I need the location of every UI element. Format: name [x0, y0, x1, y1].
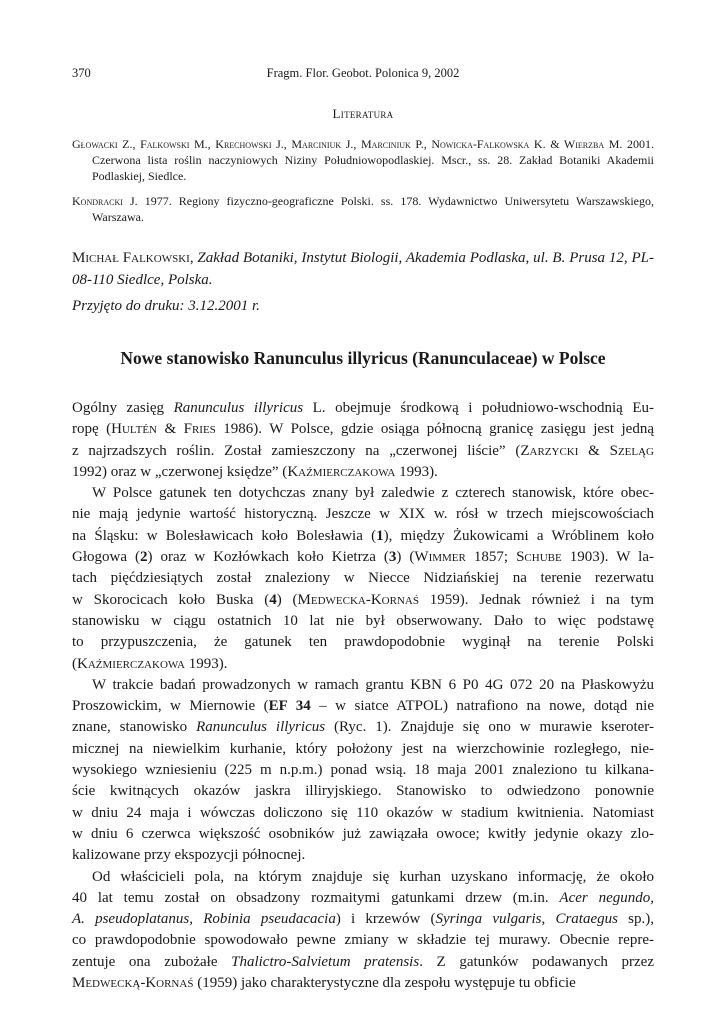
text-line: Głogowa (2) oraz w Kozłówkach koło Kietrza (3) (Wimmer 1857; Schube 1903). W la-	[72, 549, 654, 566]
text-line: w Skorocicach koło Buska (4) (Medwecka-Kornaś 1959). Jednak również i na tym	[72, 591, 654, 608]
text-line: Ogólny zasięg Ranunculus illyricus L. obejmuje środkową i południowo-wschodnią Eu-	[72, 400, 654, 416]
page-number: 370	[72, 66, 91, 80]
text-line: na Śląsku: w Bolesławicach koło Bolesławia (1), między Żukowicami a Wróblinem koło	[72, 527, 654, 544]
text-line: w dniu 24 maja i wówczas doliczono się 110 okazów w stadium kwitnienia. Natomiast	[72, 804, 654, 821]
text-line: Od właścicieli pola, na którym znajduje się kurhan uzyskano informację, że około	[92, 868, 654, 885]
text-line: Proszowickim, w Miernowie (EF 34 – w siatce ATPOL) natrafiono na nowe, dotąd nie	[72, 698, 654, 715]
text-line: w dniu 6 czerwca większość osobników już zawiązała owoce; kwitły jedynie okazy zlo-	[72, 825, 654, 842]
reference-authors: Kondracki J.	[72, 194, 138, 208]
author-name: Michał Falkowski	[72, 250, 190, 266]
reference-item: Kondracki J. 1977. Regiony fizyczno-geograficzne Polski. ss. 178. Wydawnictwo Uniwersytetu Warszawskiego, Warszawa.	[72, 194, 655, 224]
body-paragraph	[72, 398, 654, 483]
text-line: 40 lat temu został on obsadzony rozmaitymi gatunkami drzew (m.in. Acer negundo,	[72, 889, 654, 906]
article-title: Nowe stanowisko Ranunculus illyricus (Ranunculaceae) w Polsce	[120, 348, 606, 368]
text-line: co prawdopodobnie spowodowało pewne zmiany w składzie tej murawy. Obecnie repre-	[72, 932, 654, 949]
body-paragraph	[72, 675, 654, 867]
text-line: z najrzadszych roślin. Został zamieszczony na „czerwonej liście” (Zarzycki & Szeląg	[72, 442, 654, 459]
text-line: kalizowane przy ekspozycji północnej.	[72, 847, 306, 864]
reference-item: Głowacki Z., Falkowski M., Krechowski J., Marciniuk J., Marciniuk P., Nowicka-Falkowska K. & Wierzba M. 2001. Czerwona lista roślin naczyniowych Niziny Południowopodlaskiej. Mscr., ss. 28. Zakład Botaniki Akademii Podlaskiej, Siedlce.	[72, 137, 654, 183]
text-line: znane, stanowisko Ranunculus illyricus (Ryc. 1). Znajduje się ono w murawie kseroter-	[72, 719, 654, 736]
text-line: W Polsce gatunek ten dotychczas znany był zaledwie z czterech stanowisk, które obec-	[92, 485, 654, 502]
running-header	[72, 66, 654, 82]
journal-title: Fragm. Flor. Geobot. Polonica 9, 2002	[266, 66, 460, 80]
text-line: micznej na niewielkim kurhanie, który położony jest na wierzchowinie rozległego, nie-	[72, 740, 654, 757]
author-block: Michał Falkowski, Zakład Botaniki, Instytut Biologii, Akademia Podlaska, ul. B. Prusa 12, PL-08-110 Siedlce, Polska.	[72, 250, 655, 288]
body-paragraph	[72, 483, 654, 675]
text-line: 1992) oraz w „czerwonej księdze” (Kaźmierczakowa 1993).	[72, 463, 438, 480]
text-line: nie mają jedynie wartość historyczną. Jeszcze w XIX w. rósł w trzech miejscowościach	[72, 506, 654, 523]
reference-list	[72, 136, 654, 234]
text-line: ście kwitnących okazów jaskra illiryjskiego. Stanowisko to odwiedzono ponownie	[72, 783, 654, 800]
text-line: wysokiego wzniesieniu (225 m n.p.m.) ponad wsią. 18 maja 2001 znaleziono tu kilkana-	[72, 762, 654, 779]
text-line: to przypuszczenia, że gatunek ten prawdopodobnie wyginął na terenie Polski	[72, 634, 654, 651]
text-line: stanowisku w ciągu ostatnich 10 lat nie był obserwowany. Dało to więc podstawę	[72, 612, 654, 629]
text-line: tach pięćdziesiątych został znaleziony w Niecce Nidziańskiej na terenie rezerwatu	[72, 570, 654, 587]
body-paragraph	[72, 867, 654, 995]
text-line: (Kaźmierczakowa 1993).	[72, 655, 228, 672]
article-body	[72, 398, 654, 994]
reference-authors: Głowacki Z., Falkowski M., Krechowski J., Marciniuk J., Marciniuk P., Nowicka-Falkowska K. & Wierzba M.	[72, 137, 623, 151]
author-address: Zakład Botaniki, Instytut Biologii, Akademia Podlaska, ul. B. Prusa 12, PL-08-110 Siedlce, Polska.	[72, 250, 655, 288]
text-line: Medwecką-Kornaś (1959) jako charakterystyczne dla zespołu występuje tu obficie	[72, 975, 576, 992]
text-line: A. pseudoplatanus, Robinia pseudacacia) i krzewów (Syringa vulgaris, Crataegus sp.),	[72, 911, 654, 928]
text-line: W trakcie badań prowadzonych w ramach grantu KBN 6 P0 4G 072 20 na Płaskowyżu	[92, 676, 654, 693]
text-line: zentuje ona zubożałe Thalictro-Salvietum pratensis. Z gatunków podawanych przez	[72, 953, 655, 970]
text-line: ropę (Hultén & Fries 1986). W Polsce, gdzie osiąga północną granicę zasięgu jest jedną	[72, 421, 654, 438]
received-date: Przyjęto do druku: 3.12.2001 r.	[72, 298, 260, 314]
literature-heading: Literatura	[332, 106, 394, 121]
